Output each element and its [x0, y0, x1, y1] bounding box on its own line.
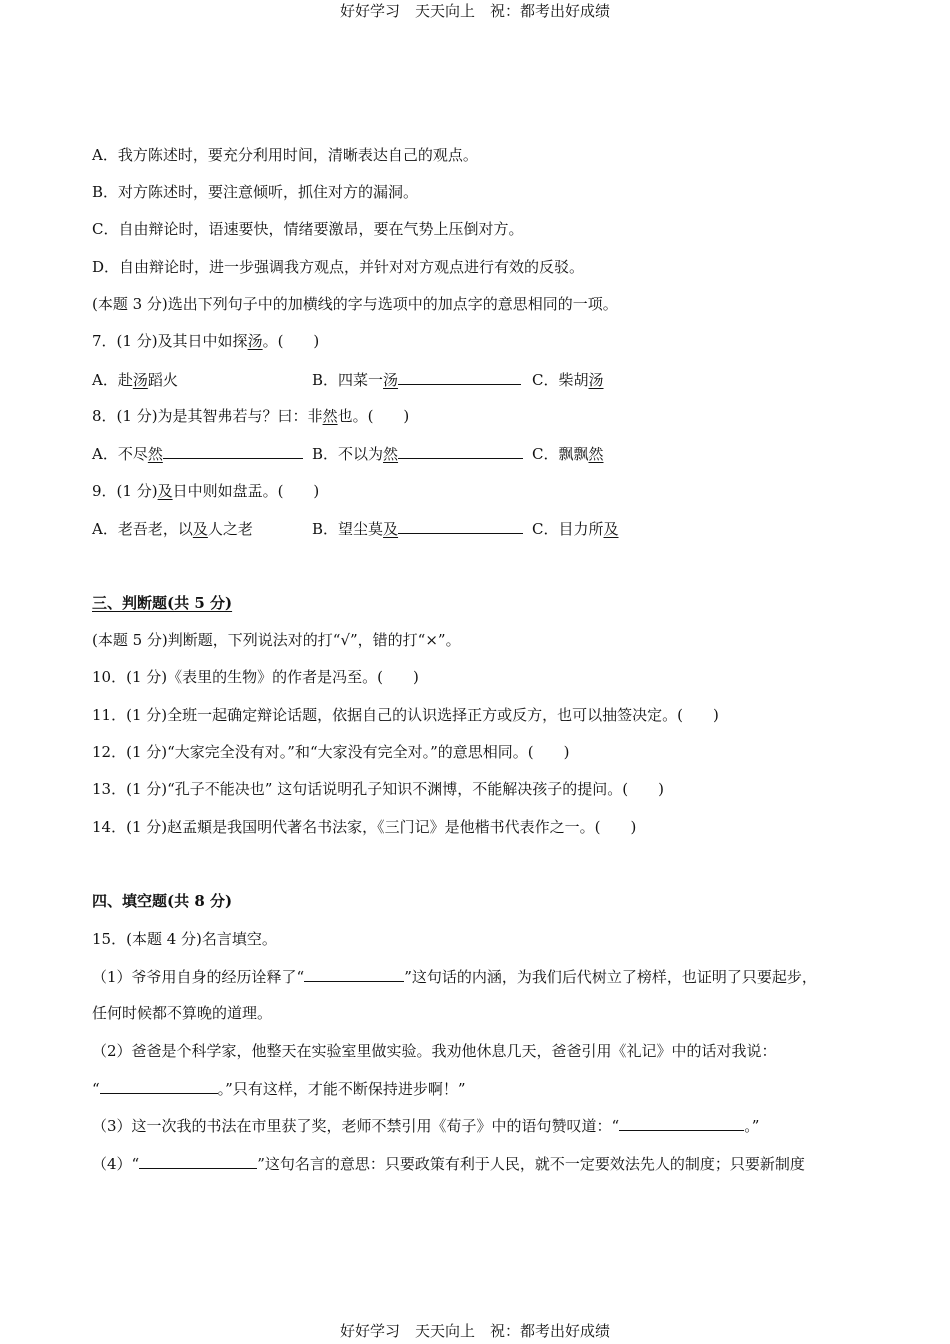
- fill-4: （4）“ ”这句名言的意思：只要政策有利于人民，就不一定要效法先人的制度；只要新制度: [92, 1155, 805, 1173]
- q8-key-char: 然: [322, 407, 338, 425]
- fill-blank-4[interactable]: [139, 1153, 257, 1169]
- judge-14: 14．(1 分)赵孟頫是我国明代著名书法家，《三门记》是他楷书代表作之一。( ): [92, 818, 637, 836]
- fill-1-cont: 任何时候都不算晚的道理。: [92, 1004, 273, 1022]
- fill-blank-3[interactable]: [619, 1115, 744, 1131]
- page-footer: 好好学习 天天向上 祝：都考出好成绩: [339, 1322, 610, 1340]
- q8-option-a[interactable]: A．不尽然: [92, 443, 312, 464]
- fill-2-cont: “ 。”只有这样，才能不断保持进步啊！”: [92, 1080, 466, 1098]
- q7-key-char: 汤: [247, 332, 263, 350]
- q8-options: [92, 443, 604, 464]
- judge-11: 11．(1 分)全班一起确定辩论话题，依据自己的认识选择正方或反方，也可以抽签决定。( ): [92, 706, 719, 724]
- fill-3: （3）这一次我的书法在市里获了奖，老师不禁引用《荀子》中的语句赞叹道：“ 。”: [92, 1117, 760, 1135]
- q7-option-a[interactable]: A．赴汤蹈火: [92, 371, 178, 389]
- q8-option-c[interactable]: C．飘飘然: [532, 445, 604, 463]
- option-d: D．自由辩论时，进一步强调我方观点，并针对对方观点进行有效的反驳。: [92, 258, 585, 276]
- judge-10: 10．(1 分)《表里的生物》的作者是冯至。( ): [92, 668, 419, 686]
- q7-post: 。( ): [262, 332, 320, 350]
- part2-intro: (本题 3 分)选出下列句子中的加横线的字与选项中的加点字的意思相同的一项。: [92, 295, 618, 313]
- section-4-title: 四、填空题(共 8 分): [92, 892, 233, 910]
- fill-blank-2[interactable]: [100, 1078, 218, 1094]
- option-a: A．我方陈述时，要充分利用时间，清晰表达自己的观点。: [92, 146, 478, 164]
- q8-pre: 8．(1 分)为是其智弗若与？曰：非: [92, 407, 323, 425]
- q9-pre: 9．(1 分): [92, 482, 158, 500]
- question-9: [92, 481, 319, 501]
- q7-pre: 7．(1 分)及其日中如探: [92, 332, 248, 350]
- q8-option-b[interactable]: B．不以为然: [312, 443, 532, 464]
- question-7: [92, 331, 319, 351]
- section-3-intro: (本题 5 分)判断题，下列说法对的打“√”，错的打“×”。: [92, 631, 461, 649]
- q9-options: [92, 518, 619, 539]
- option-c: C．自由辩论时，语速要快，情绪要激昂，要在气势上压倒对方。: [92, 220, 524, 238]
- q7-option-b[interactable]: B．四菜一汤: [312, 369, 532, 390]
- question-8: [92, 406, 409, 426]
- judge-12: 12．(1 分)“大家完全没有对。”和“大家没有完全对。”的意思相同。( ): [92, 743, 570, 761]
- option-b: B．对方陈述时，要注意倾听，抓住对方的漏洞。: [92, 183, 419, 201]
- q8-post: 也。( ): [337, 407, 410, 425]
- fill-1: （1）爷爷用自身的经历诠释了“ ”这句话的内涵，为我们后代树立了榜样，也证明了只要起步，: [92, 968, 817, 986]
- q9-option-c[interactable]: C．目力所及: [532, 520, 619, 538]
- fill-2: （2）爸爸是个科学家，他整天在实验室里做实验。我劝他休息几天，爸爸引用《礼记》中的话对我说：: [92, 1042, 777, 1060]
- judge-13: 13．(1 分)“孔子不能决也” 这句话说明孔子知识不渊博，不能解决孩子的提问。( ): [92, 780, 664, 798]
- q7-option-c[interactable]: C．柴胡汤: [532, 371, 604, 389]
- q9-option-a[interactable]: A．老吾老，以及人之老: [92, 520, 253, 538]
- fill-blank-1[interactable]: [304, 966, 404, 982]
- section-3-title: 三、判断题(共 5 分): [92, 594, 233, 612]
- q15-title: 15．(本题 4 分)名言填空。: [92, 930, 277, 948]
- q9-option-b[interactable]: B．望尘莫及: [312, 518, 532, 539]
- q7-options: [92, 369, 604, 390]
- q9-key-char: 及: [157, 482, 173, 500]
- page-header: 好好学习 天天向上 祝：都考出好成绩: [339, 2, 610, 20]
- q9-post: 日中则如盘盂。( ): [172, 482, 320, 500]
